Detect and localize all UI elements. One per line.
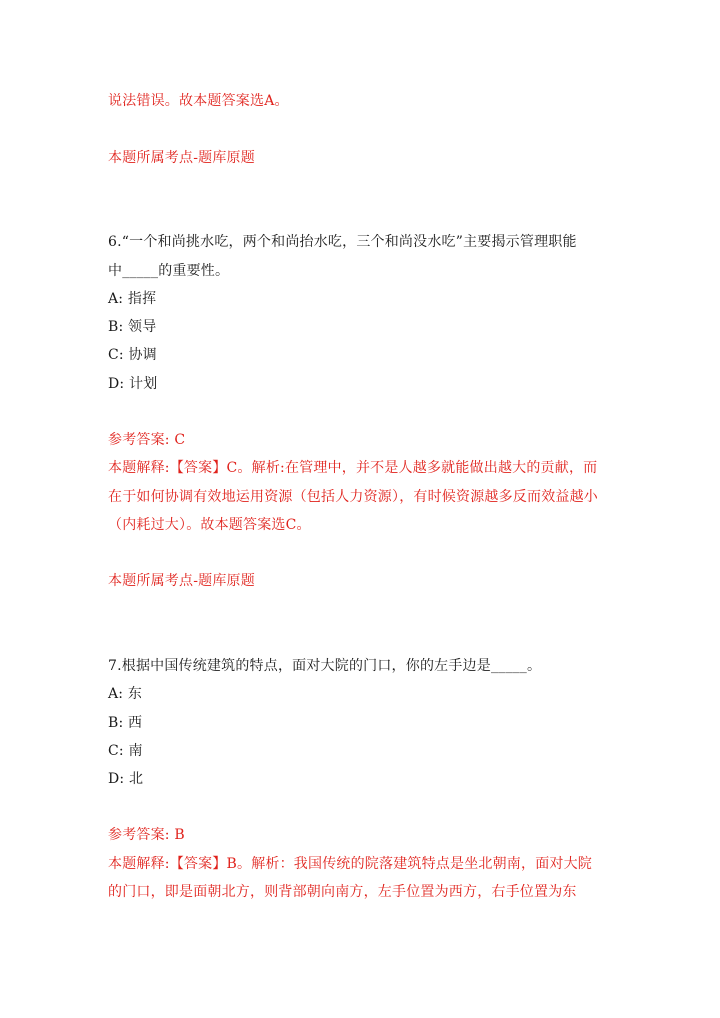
q7-option-d: D: 北: [108, 771, 144, 787]
q6-source: 本题所属考点-题库原题: [108, 573, 255, 589]
q7-explanation-line2: 的门口，即是面朝北方，则背部朝向南方，左手位置为西方，右手位置为东: [108, 884, 577, 900]
q7-option-a: A: 东: [108, 686, 143, 702]
q6-option-b: B: 领导: [108, 319, 157, 335]
q6-explanation-line2: 在于如何协调有效地运用资源（包括人力资源），有时候资源越多反而效益越小: [108, 489, 598, 505]
q6-option-d: D: 计划: [108, 376, 158, 392]
q6-explanation-line1: 本题解释:【答案】C。解析:在管理中，并不是人越多就能做出越大的贡献，而: [108, 460, 598, 476]
q7-option-b: B: 西: [108, 715, 143, 731]
q6-option-c: C: 协调: [108, 347, 157, 363]
q5-source: 本题所属考点-题库原题: [108, 150, 255, 166]
q6-stem-line1: 6.“一个和尚挑水吃，两个和尚抬水吃，三个和尚没水吃”主要揭示管理职能: [108, 234, 577, 250]
q6-answer: 参考答案: C: [108, 432, 186, 448]
q6-stem-line2: 中_____的重要性。: [108, 263, 230, 279]
q6-explanation-line3: （内耗过大）。故本题答案选C。: [108, 517, 311, 533]
q7-explanation-line1: 本题解释:【答案】B。解析：我国传统的院落建筑特点是坐北朝南，面对大院: [108, 856, 593, 872]
q5-explanation-end: 说法错误。故本题答案选A。: [108, 93, 289, 109]
q7-answer: 参考答案: B: [108, 827, 185, 843]
q7-option-c: C: 南: [108, 743, 143, 759]
q6-option-a: A: 指挥: [108, 291, 157, 307]
q7-stem-line1: 7.根据中国传统建筑的特点，面对大院的门口，你的左手边是_____。: [108, 658, 542, 674]
